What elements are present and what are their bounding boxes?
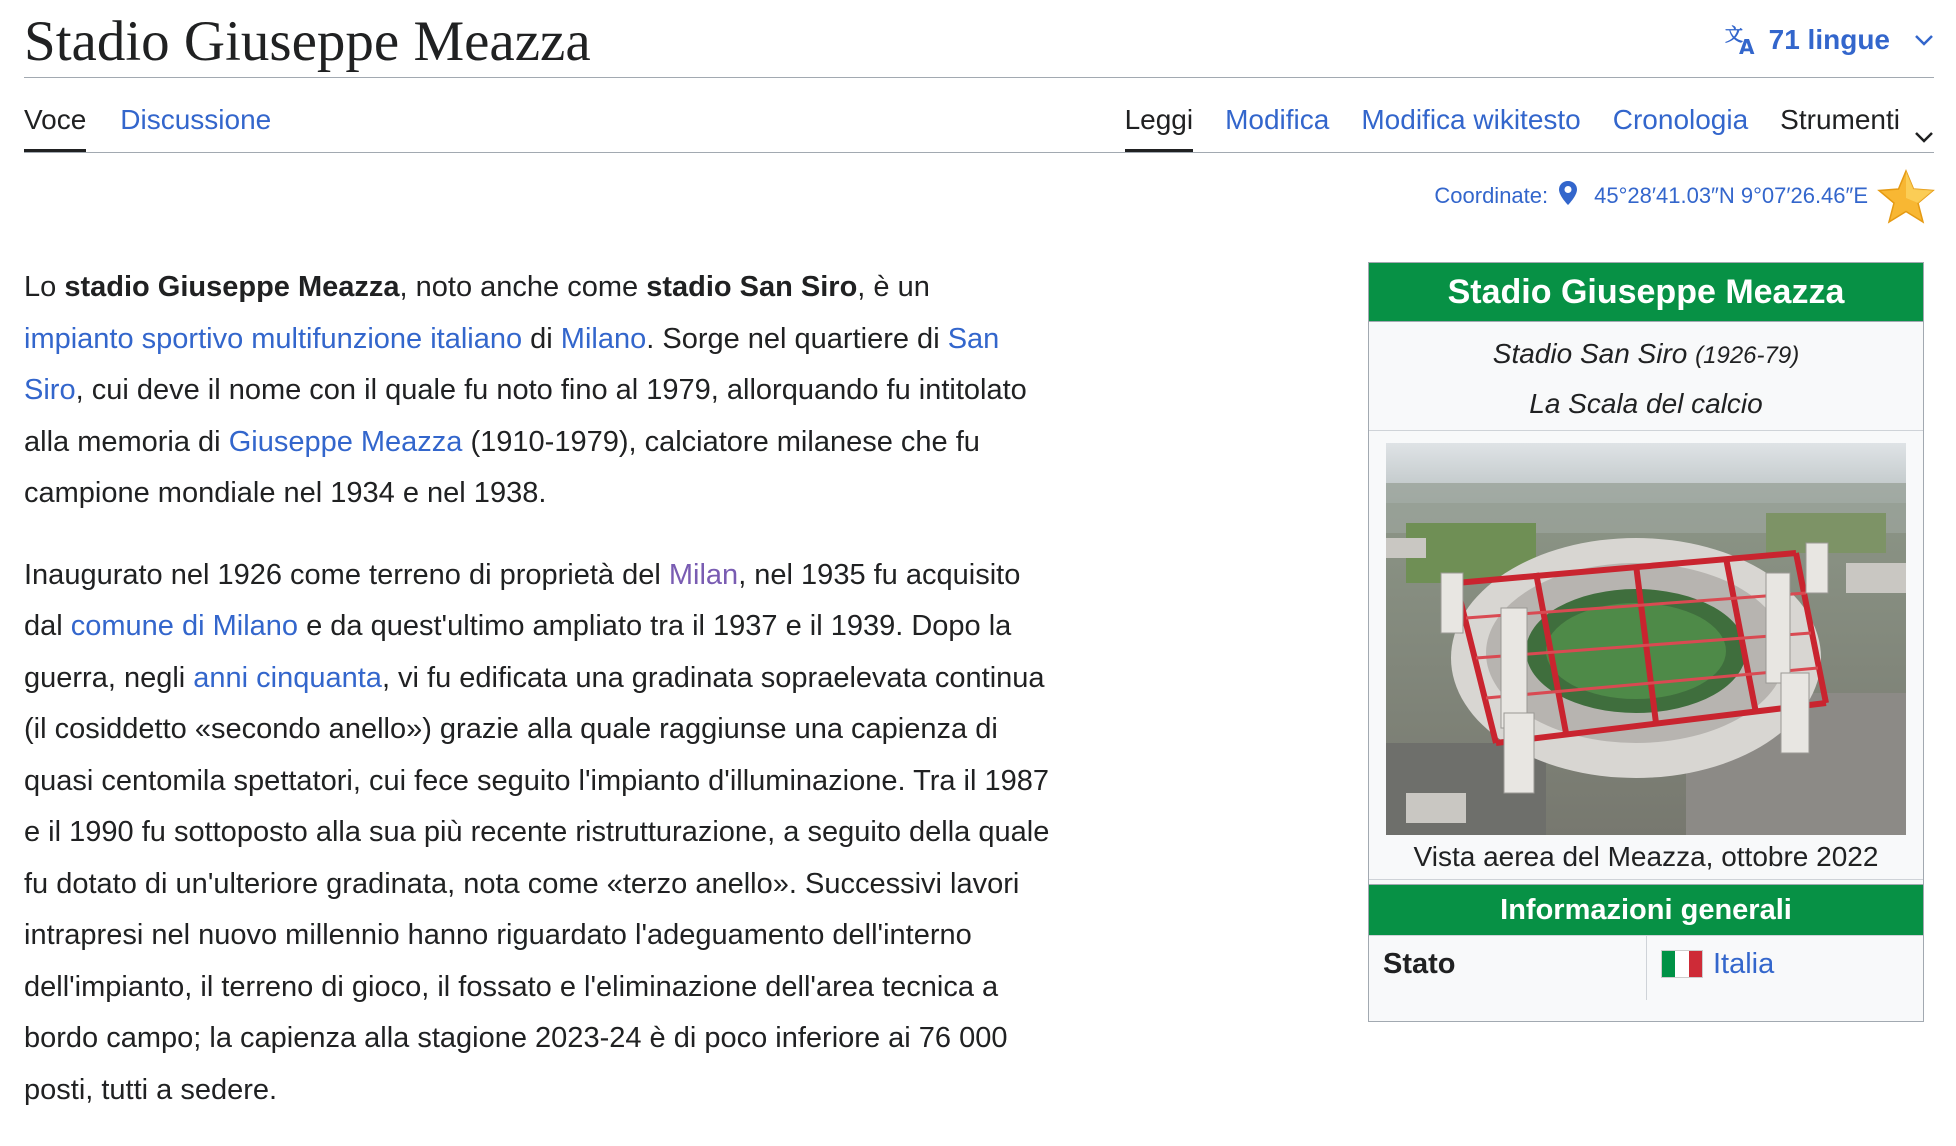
text: , vi fu edificata una gradinata sopraelevata continua (il cosiddetto «secondo anello») grazie alla quale raggiunse una capienza di quasi centomila spettatori, cui fece seguito l'impianto d'illuminazione. Tra il 1987 e il 1990 fu sottoposto alla sua più recente ristrutturazione, a seguito della quale fu dotato di un'ulteriore gradinata, nota come «terzo anello». Successivi lavori intrapresi nel nuovo millennio hanno riguardato l'adeguamento dell'interno dell'impianto, il terreno di gioco, il fossato e l'eliminazione dell'area tecnica a bordo campo; la capienza alla stagione 2023-24 è di poco inferiore ai 76 000 posti, tutti a sedere. xyxy=(24,661,1050,1106)
text: Inaugurato nel 1926 come terreno di proprietà del xyxy=(24,558,669,591)
tabs-divider xyxy=(24,152,1934,153)
link-comune-di-milano[interactable]: comune di Milano xyxy=(70,610,299,642)
infobox-row-stato xyxy=(1369,935,1923,1000)
languages-label: 71 lingue xyxy=(1768,24,1890,55)
title-divider xyxy=(24,77,1934,78)
bold-term: stadio Giuseppe Meazza xyxy=(64,271,400,303)
infobox xyxy=(1368,262,1924,1022)
intro-paragraph-2 xyxy=(24,550,1054,1117)
translate-icon xyxy=(1725,24,1759,56)
svg-text:文: 文 xyxy=(1724,25,1743,46)
page-title: Stadio Giuseppe Meazza xyxy=(24,10,591,73)
svg-text:A: A xyxy=(1738,35,1755,56)
chevron-down-icon xyxy=(1914,98,1934,156)
link-anni-cinquanta[interactable]: anni cinquanta xyxy=(193,661,382,694)
tools-menu[interactable] xyxy=(1780,98,1934,152)
link-milano[interactable]: Milano xyxy=(560,322,647,355)
coordinates-label[interactable]: Coordinate: xyxy=(1434,183,1549,208)
infobox-row-label: Stato xyxy=(1369,936,1647,1000)
text: , noto anche come xyxy=(399,271,647,303)
map-pin-icon[interactable] xyxy=(1558,180,1578,212)
infobox-title: Stadio Giuseppe Meazza xyxy=(1369,263,1923,322)
tab-cronologia[interactable]: Cronologia xyxy=(1612,104,1749,135)
featured-star-icon xyxy=(1876,168,1936,231)
infobox-caption: Vista aerea del Meazza, ottobre 2022 xyxy=(1369,835,1923,880)
namespace-tabs xyxy=(24,98,305,152)
text: e da quest'ultimo ampliato tra il 1937 e il 1939. Dopo la guerra, negli xyxy=(24,610,1012,694)
infobox-alt-years: (1926-79) xyxy=(1695,342,1800,369)
italy-flag-icon xyxy=(1661,950,1703,978)
coordinates xyxy=(1434,178,1868,214)
link-impianto-sportivo[interactable]: impianto sportivo multifunzione italiano xyxy=(24,322,523,355)
infobox-section-header: Informazioni generali xyxy=(1369,884,1923,935)
tab-discussione[interactable]: Discussione xyxy=(120,104,272,135)
stadium-aerial-image[interactable] xyxy=(1369,431,1923,835)
chevron-down-icon xyxy=(1914,34,1934,46)
infobox-nickname: La Scala del calcio xyxy=(1529,388,1763,419)
infobox-row-value xyxy=(1647,936,1923,992)
text: , è un xyxy=(857,271,930,303)
tab-leggi[interactable]: Leggi xyxy=(1125,98,1194,152)
link-san-siro[interactable]: San Siro xyxy=(24,322,1000,406)
bold-term: stadio San Siro xyxy=(646,271,858,303)
view-tabs xyxy=(1093,98,1934,152)
text: di xyxy=(522,322,561,355)
text: , cui deve il nome con il quale fu noto fino al 1979, allorquando fu intitolato alla memoria di xyxy=(24,374,1027,458)
intro-paragraph-1 xyxy=(24,262,1034,520)
coordinates-value[interactable]: 45°28′41.03″N 9°07′26.46″E xyxy=(1594,183,1868,208)
languages-button[interactable] xyxy=(1725,18,1934,62)
infobox-names xyxy=(1369,322,1923,431)
link-italia[interactable]: Italia xyxy=(1713,948,1775,980)
link-milan[interactable]: Milan xyxy=(668,558,739,591)
tools-label: Strumenti xyxy=(1780,104,1900,135)
article-body xyxy=(24,262,1324,1146)
infobox-alt-name: Stadio San Siro xyxy=(1492,338,1688,369)
text: (1910-1979), calciatore milanese che fu campione mondiale nel 1934 e nel 1938. xyxy=(24,425,980,509)
text: Lo xyxy=(24,271,65,303)
text: . Sorge nel quartiere di xyxy=(646,322,948,355)
link-giuseppe-meazza[interactable]: Giuseppe Meazza xyxy=(228,425,463,458)
infobox-alt-name-line xyxy=(1369,330,1923,380)
tab-modifica-wikitesto[interactable]: Modifica wikitesto xyxy=(1361,104,1581,135)
tab-modifica[interactable]: Modifica xyxy=(1225,104,1330,135)
tab-voce[interactable]: Voce xyxy=(24,98,86,152)
text: , nel 1935 fu acquisito dal xyxy=(24,558,1021,642)
